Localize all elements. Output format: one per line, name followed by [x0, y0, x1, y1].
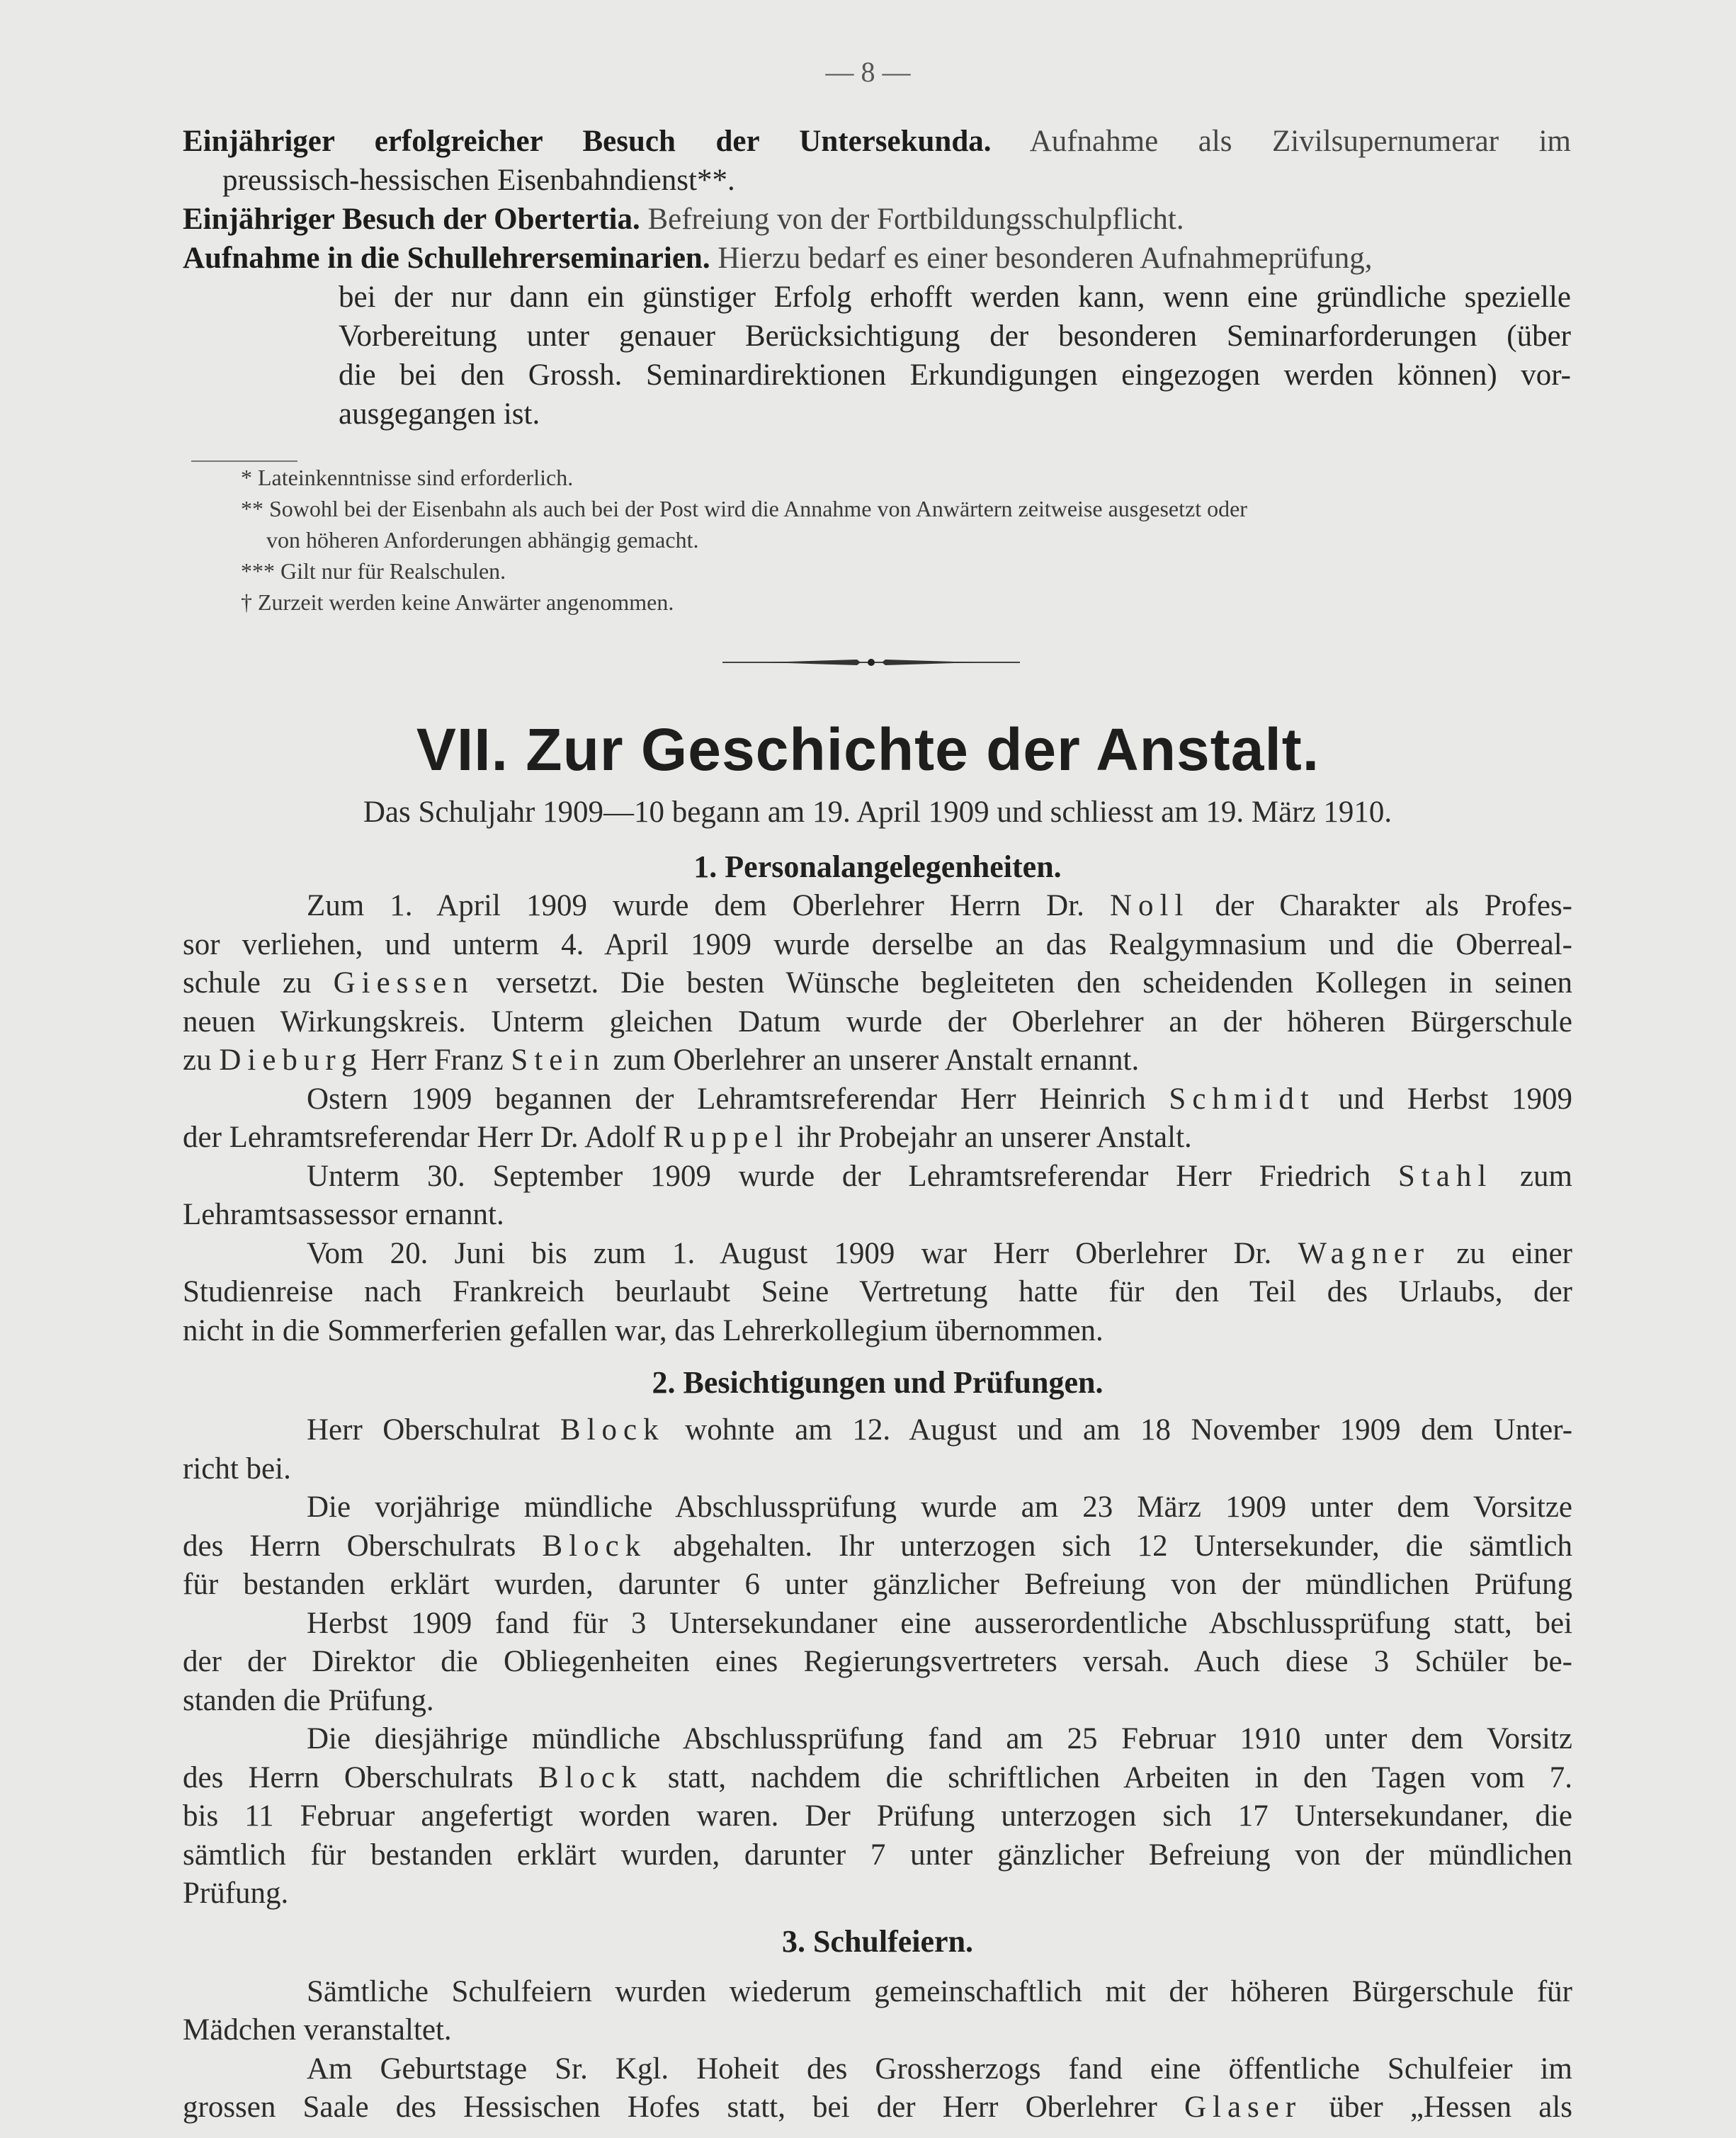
spaced-name: Block — [560, 1413, 665, 1447]
requirement-line — [183, 200, 1571, 239]
page-number: — 8 — — [825, 56, 911, 88]
text-run: statt, nachdem die schriftlichen Arbeiten in den Tagen vom 7. — [667, 1760, 1573, 1794]
section-heading: 3. Schulfeiern. — [781, 1923, 974, 1959]
text-line — [183, 1158, 1572, 1197]
text-line — [183, 1527, 1572, 1566]
paragraph — [183, 1158, 1572, 1235]
paragraph — [183, 1080, 1572, 1158]
text-line: Die vorjährige mündliche Abschlussprüfung wurde am 23 März 1909 unter dem Vorsitze — [307, 1491, 1572, 1524]
text-run: Ostern 1909 begannen der Lehramtsreferendar Herr Heinrich — [307, 1082, 1146, 1116]
requirement-heading: Aufnahme in die Schullehrerseminarien. — [183, 242, 710, 275]
admission-requirements-block — [183, 122, 1571, 434]
text-line — [183, 887, 1572, 926]
text-run: über „Hessen als — [1329, 2091, 1573, 2124]
text-run: der Charakter als Profes- — [1215, 889, 1572, 922]
text-run: schule zu — [183, 966, 312, 1000]
school-year-intro: Das Schuljahr 1909—10 begann am 19. April 1909 und schliesst am 19. März 1910. — [363, 796, 1392, 829]
paragraph — [183, 2050, 1572, 2127]
footnote: *** Gilt nur für Realschulen. — [241, 558, 506, 584]
text-line: Mädchen veranstaltet. — [183, 2013, 452, 2047]
spaced-name: Glaser — [1184, 2091, 1303, 2124]
paragraph — [183, 1720, 1572, 1913]
text-line: Die diesjährige mündliche Abschlussprüfung fand am 25 Februar 1910 unter dem Vorsitz — [307, 1722, 1572, 1755]
text-line: sor verliehen, und unterm 4. April 1909 wurde derselbe an das Realgymnasium und die Oberreal- — [183, 927, 1572, 961]
text-line: richt bei. — [183, 1452, 291, 1486]
spaced-name: Block — [538, 1760, 643, 1794]
text-run: wohnte am 12. August und am 18 November 1909 dem Unter- — [685, 1413, 1573, 1447]
text-line — [183, 1119, 1572, 1158]
footnote: * Lateinkenntnisse sind erforderlich. — [241, 465, 574, 490]
paragraph — [183, 1605, 1572, 1721]
text-line — [183, 964, 1572, 1003]
footnotes — [241, 462, 1558, 618]
text-run: Zum 1. April 1909 wurde dem Oberlehrer Herrn Dr. — [307, 889, 1084, 922]
text-run: und Herbst 1909 — [1338, 1082, 1573, 1116]
footnote: ** Sowohl bei der Eisenbahn als auch bei der Post wird die Annahme von Anwärtern zeitweise ausgesetzt oder — [241, 496, 1247, 521]
text-line — [183, 1041, 1572, 1080]
footnote: † Zurzeit werden keine Anwärter angenommen. — [241, 589, 674, 615]
requirement-line — [183, 122, 1571, 161]
text-line: sämtlich für bestanden erklärt wurden, darunter 7 unter gänzlicher Befreiung von der mündlichen — [183, 1838, 1572, 1872]
ornament-divider — [722, 652, 1020, 673]
spaced-name: Schmidt — [1169, 1082, 1315, 1116]
text-run: zu einer — [1456, 1236, 1572, 1270]
spaced-name: Stahl — [1397, 1159, 1493, 1193]
text-line: standen die Prüfung. — [183, 1683, 434, 1717]
requirement-line: preussisch-hessischen Eisenbahndienst**. — [222, 164, 735, 197]
text-run: des Herrn Oberschulrats — [183, 1529, 516, 1563]
requirement-line: ausgegangen ist. — [339, 397, 540, 431]
requirement-line: bei der nur dann ein günstiger Erfolg erhofft werden kann, wenn eine gründliche spezielle — [339, 281, 1571, 314]
spaced-name: Giessen — [333, 966, 475, 1000]
requirement-text: Aufnahme als Zivilsupernumerar im — [1029, 125, 1571, 158]
text-run: Vom 20. Juni bis zum 1. August 1909 war Herr Oberlehrer Dr. — [307, 1236, 1272, 1270]
text-line: Lehramtsassessor ernannt. — [183, 1198, 504, 1231]
text-line — [183, 1411, 1572, 1450]
spaced-name: Dieburg — [219, 1043, 363, 1077]
text-run: Herr Oberschulrat — [307, 1413, 540, 1447]
text-line: der der Direktor die Obliegenheiten eines Regierungsvertreters versah. Auch diese 3 Schüler be- — [183, 1645, 1572, 1678]
requirement-text: Befreiung von der Fortbildungsschulpflicht. — [647, 203, 1184, 236]
text-line: Studienreise nach Frankreich beurlaubt Seine Vertretung hatte für den Teil des Urlaubs, der — [183, 1275, 1572, 1308]
paragraph — [183, 1235, 1572, 1351]
requirement-line: Vorbereitung unter genauer Berücksichtigung der besonderen Seminarforderungen (über — [339, 319, 1571, 353]
section-heading: 1. Personalangelegenheiten. — [693, 849, 1062, 884]
text-run: zum Oberlehrer an unserer Anstalt ernannt. — [613, 1043, 1140, 1077]
chapter-title: VII. Zur Geschichte der Anstalt. — [416, 716, 1320, 783]
text-run: Herr Franz — [370, 1043, 504, 1077]
text-line: Am Geburtstage Sr. Kgl. Hoheit des Grossherzogs fand eine öffentliche Schulfeier im — [307, 2052, 1572, 2086]
requirement-heading: Einjähriger Besuch der Obertertia. — [183, 203, 640, 236]
text-line — [183, 2088, 1572, 2127]
text-line — [183, 1080, 1572, 1119]
spaced-name: Ruppel — [663, 1121, 790, 1154]
paragraph — [183, 887, 1572, 1080]
text-line — [183, 1235, 1572, 1274]
text-run: abgehalten. Ihr unterzogen sich 12 Untersekunder, die sämtlich — [673, 1529, 1573, 1563]
paragraph — [183, 1411, 1572, 1488]
spaced-name: Block — [542, 1529, 647, 1563]
text-line: neuen Wirkungskreis. Unterm gleichen Datum wurde der Oberlehrer an der höheren Bürgerschule — [183, 1005, 1572, 1039]
text-run: des Herrn Oberschulrats — [183, 1760, 514, 1794]
text-line: für bestanden erklärt wurden, darunter 6 unter gänzlicher Befreiung von der mündlichen Prüfung — [183, 1568, 1572, 1601]
text-line — [183, 1759, 1572, 1798]
text-line: Herbst 1909 fand für 3 Untersekundaner eine ausserordentliche Abschlussprüfung statt, bei — [307, 1606, 1572, 1640]
requirement-line — [183, 239, 1571, 278]
spaced-name: Noll — [1109, 889, 1190, 922]
text-run: Unterm 30. September 1909 wurde der Lehramtsreferendar Herr Friedrich — [307, 1159, 1371, 1193]
requirement-text: Hierzu bedarf es einer besonderen Aufnahmeprüfung, — [717, 242, 1373, 275]
text-run: der Lehramtsreferendar Herr Dr. Adolf — [183, 1121, 656, 1154]
requirement-heading: Einjähriger erfolgreicher Besuch der Untersekunda. — [183, 125, 992, 158]
text-line: Prüfung. — [183, 1877, 289, 1910]
requirement-line: die bei den Grossh. Seminardirektionen Erkundigungen eingezogen werden können) vor- — [339, 358, 1571, 392]
text-line: Sämtliche Schulfeiern wurden wiederum gemeinschaftlich mit der höheren Bürgerschule für — [307, 1974, 1572, 2008]
footnote-continuation: von höheren Anforderungen abhängig gemacht. — [266, 527, 699, 553]
paragraph — [183, 1973, 1572, 2050]
text-run: grossen Saale des Hessischen Hofes statt, bei der Herr Oberlehrer — [183, 2091, 1157, 2124]
spaced-name: Wagner — [1298, 1236, 1431, 1270]
text-line: bis 11 Februar angefertigt worden waren. Der Prüfung unterzogen sich 17 Untersekundaner, die — [183, 1799, 1572, 1833]
text-line: nicht in die Sommerferien gefallen war, das Lehrerkollegium übernommen. — [183, 1313, 1104, 1347]
spaced-name: Stein — [511, 1043, 606, 1077]
text-run: zu — [183, 1043, 212, 1077]
text-run: versetzt. Die besten Wünsche begleiteten den scheidenden Kollegen in seinen — [496, 966, 1573, 1000]
paragraph — [183, 1488, 1572, 1605]
text-run: ihr Probejahr an unserer Anstalt. — [797, 1121, 1192, 1154]
section-heading: 2. Besichtigungen und Prüfungen. — [652, 1365, 1104, 1400]
chapter-body — [183, 793, 1572, 2127]
text-run: zum — [1519, 1159, 1573, 1193]
